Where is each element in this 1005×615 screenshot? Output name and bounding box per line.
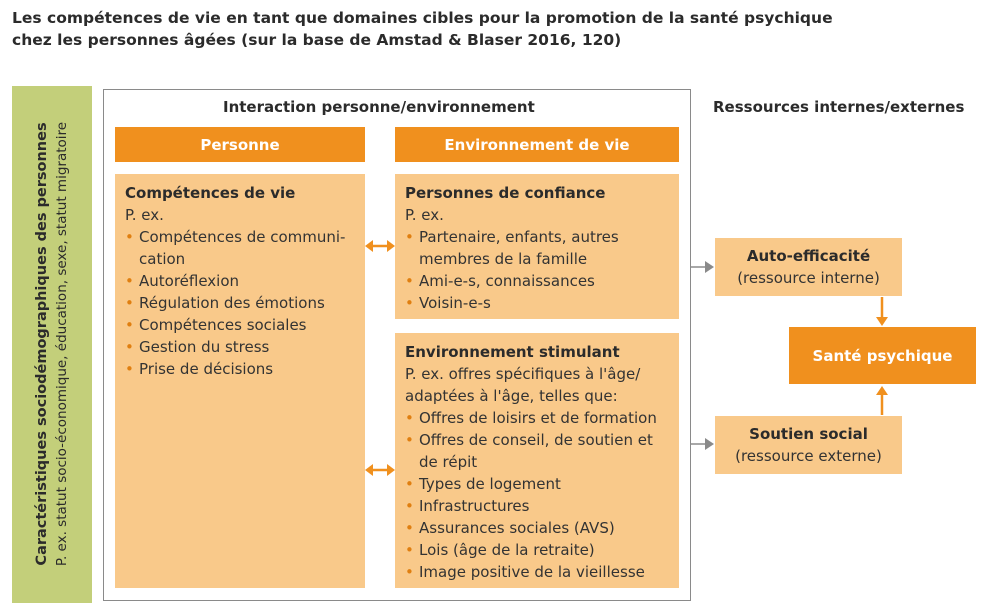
list-item: • Régulation des émotions xyxy=(125,292,355,314)
arrow-to-soutien-social xyxy=(691,438,714,450)
list-item: • Compétences de communi- cation xyxy=(125,226,355,270)
title-line-2: chez les personnes âgées (sur la base de Amstad & Blaser 2016, 120) xyxy=(12,31,622,49)
soutien-social-title: Soutien social xyxy=(749,425,868,443)
competences-intro: P. ex. xyxy=(125,206,164,224)
stimulant-title: Environnement stimulant xyxy=(405,343,620,361)
list-item: • Ami-e-s, connaissances xyxy=(405,270,669,292)
auto-efficacite-title: Auto-efficacité xyxy=(746,247,871,265)
bidirectional-arrow-bottom xyxy=(365,464,395,476)
arrow-to-auto-efficacite xyxy=(691,261,714,273)
list-item: • Lois (âge de la retraite) xyxy=(405,539,669,561)
sante-psychique-box: Santé psychique xyxy=(789,327,976,384)
list-item: • Assurances sociales (AVS) xyxy=(405,517,669,539)
soutien-social-sub: (ressource externe) xyxy=(735,447,882,465)
list-item: • Offres de loisirs et de formation xyxy=(405,407,669,429)
sidebar-examples: P. ex. statut socio-économique, éducation, sexe, statut migratoire xyxy=(54,121,70,567)
environnement-header: Environnement de vie xyxy=(395,127,679,162)
stimulant-intro: P. ex. offres spécifiques à l'âge/ adaptées à l'âge, telles que: xyxy=(405,365,641,405)
list-item: • Compétences sociales xyxy=(125,314,355,336)
list-item: • Image positive de la vieillesse xyxy=(405,561,669,583)
competences-title: Compétences de vie xyxy=(125,184,296,202)
confiance-intro: P. ex. xyxy=(405,206,444,224)
list-item: • Voisin-e-s xyxy=(405,292,669,314)
confiance-title: Personnes de confiance xyxy=(405,184,606,202)
list-item: • Types de logement xyxy=(405,473,669,495)
auto-efficacite-sub: (ressource interne) xyxy=(737,269,880,287)
interaction-heading: Interaction personne/environnement xyxy=(223,98,535,116)
list-item: • Gestion du stress xyxy=(125,336,355,358)
personne-header: Personne xyxy=(115,127,365,162)
bidirectional-arrow-top xyxy=(365,240,395,252)
list-item: • Autoréflexion xyxy=(125,270,355,292)
arrow-to-sante-up xyxy=(876,386,888,415)
title-line-1: Les compétences de vie en tant que domaines cibles pour la promotion de la santé psychique xyxy=(12,9,833,27)
resources-heading: Ressources internes/externes xyxy=(713,98,965,116)
list-item: • Infrastructures xyxy=(405,495,669,517)
list-item: • Partenaire, enfants, autres membres de la famille xyxy=(405,226,669,270)
sidebar-heading: Caractéristiques sociodémographiques des personnes xyxy=(34,122,50,566)
list-item: • Offres de conseil, de soutien et de répit xyxy=(405,429,669,473)
list-item: • Prise de décisions xyxy=(125,358,355,380)
arrow-to-sante-down xyxy=(876,297,888,326)
